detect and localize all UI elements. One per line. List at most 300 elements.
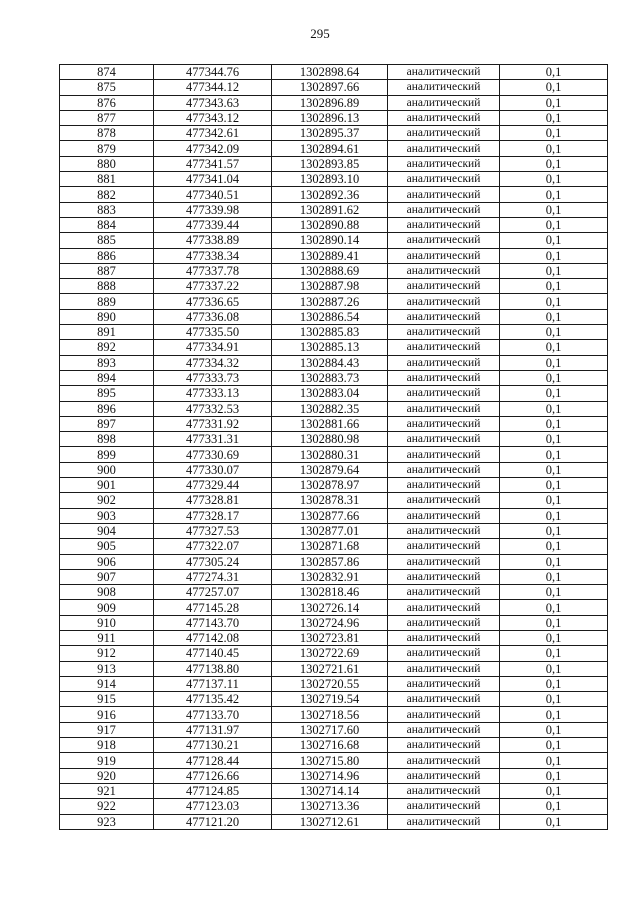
method-cell: аналитический (388, 141, 500, 156)
y-coordinate-cell: 1302888.69 (272, 263, 388, 278)
point-number-cell: 899 (60, 447, 154, 462)
y-coordinate-cell: 1302893.85 (272, 156, 388, 171)
table-row (60, 110, 608, 125)
table-row (60, 814, 608, 829)
method-cell: аналитический (388, 156, 500, 171)
point-number-cell: 895 (60, 386, 154, 401)
point-number-cell: 879 (60, 141, 154, 156)
point-number-cell: 910 (60, 615, 154, 630)
table-row (60, 386, 608, 401)
accuracy-cell: 0,1 (500, 707, 608, 722)
point-number-cell: 889 (60, 294, 154, 309)
x-coordinate-cell: 477343.63 (154, 95, 272, 110)
table-row (60, 309, 608, 324)
accuracy-cell: 0,1 (500, 294, 608, 309)
x-coordinate-cell: 477328.17 (154, 508, 272, 523)
table-row (60, 799, 608, 814)
x-coordinate-cell: 477342.61 (154, 126, 272, 141)
table-row (60, 263, 608, 278)
y-coordinate-cell: 1302885.83 (272, 325, 388, 340)
accuracy-cell: 0,1 (500, 447, 608, 462)
y-coordinate-cell: 1302897.66 (272, 80, 388, 95)
y-coordinate-cell: 1302877.66 (272, 508, 388, 523)
table-row (60, 554, 608, 569)
x-coordinate-cell: 477329.44 (154, 478, 272, 493)
point-number-cell: 876 (60, 95, 154, 110)
x-coordinate-cell: 477126.66 (154, 768, 272, 783)
accuracy-cell: 0,1 (500, 799, 608, 814)
point-number-cell: 922 (60, 799, 154, 814)
point-number-cell: 900 (60, 462, 154, 477)
accuracy-cell: 0,1 (500, 141, 608, 156)
x-coordinate-cell: 477334.91 (154, 340, 272, 355)
accuracy-cell: 0,1 (500, 722, 608, 737)
method-cell: аналитический (388, 325, 500, 340)
page-number: 295 (310, 26, 330, 41)
point-number-cell: 888 (60, 279, 154, 294)
x-coordinate-cell: 477338.89 (154, 233, 272, 248)
table-row (60, 447, 608, 462)
x-coordinate-cell: 477305.24 (154, 554, 272, 569)
accuracy-cell: 0,1 (500, 110, 608, 125)
point-number-cell: 915 (60, 692, 154, 707)
x-coordinate-cell: 477328.81 (154, 493, 272, 508)
accuracy-cell: 0,1 (500, 432, 608, 447)
method-cell: аналитический (388, 80, 500, 95)
x-coordinate-cell: 477335.50 (154, 325, 272, 340)
accuracy-cell: 0,1 (500, 309, 608, 324)
y-coordinate-cell: 1302890.88 (272, 217, 388, 232)
table-row (60, 585, 608, 600)
accuracy-cell: 0,1 (500, 370, 608, 385)
table-row (60, 753, 608, 768)
method-cell: аналитический (388, 707, 500, 722)
y-coordinate-cell: 1302889.41 (272, 248, 388, 263)
point-number-cell: 911 (60, 630, 154, 645)
y-coordinate-cell: 1302717.60 (272, 722, 388, 737)
method-cell: аналитический (388, 233, 500, 248)
point-number-cell: 901 (60, 478, 154, 493)
y-coordinate-cell: 1302882.35 (272, 401, 388, 416)
table-row (60, 416, 608, 431)
point-number-cell: 906 (60, 554, 154, 569)
method-cell: аналитический (388, 386, 500, 401)
table-row (60, 202, 608, 217)
x-coordinate-cell: 477145.28 (154, 600, 272, 615)
method-cell: аналитический (388, 340, 500, 355)
x-coordinate-cell: 477333.13 (154, 386, 272, 401)
method-cell: аналитический (388, 294, 500, 309)
y-coordinate-cell: 1302879.64 (272, 462, 388, 477)
accuracy-cell: 0,1 (500, 539, 608, 554)
table-row (60, 325, 608, 340)
method-cell: аналитический (388, 401, 500, 416)
y-coordinate-cell: 1302891.62 (272, 202, 388, 217)
y-coordinate-cell: 1302883.04 (272, 386, 388, 401)
accuracy-cell: 0,1 (500, 585, 608, 600)
x-coordinate-cell: 477341.57 (154, 156, 272, 171)
accuracy-cell: 0,1 (500, 615, 608, 630)
x-coordinate-cell: 477322.07 (154, 539, 272, 554)
x-coordinate-cell: 477340.51 (154, 187, 272, 202)
y-coordinate-cell: 1302896.89 (272, 95, 388, 110)
accuracy-cell: 0,1 (500, 630, 608, 645)
accuracy-cell: 0,1 (500, 478, 608, 493)
method-cell: аналитический (388, 753, 500, 768)
table-row (60, 661, 608, 676)
accuracy-cell: 0,1 (500, 768, 608, 783)
method-cell: аналитический (388, 248, 500, 263)
accuracy-cell: 0,1 (500, 65, 608, 80)
y-coordinate-cell: 1302712.61 (272, 814, 388, 829)
method-cell: аналитический (388, 600, 500, 615)
point-number-cell: 909 (60, 600, 154, 615)
table-row (60, 768, 608, 783)
method-cell: аналитический (388, 768, 500, 783)
point-number-cell: 886 (60, 248, 154, 263)
method-cell: аналитический (388, 646, 500, 661)
method-cell: аналитический (388, 799, 500, 814)
accuracy-cell: 0,1 (500, 738, 608, 753)
x-coordinate-cell: 477337.78 (154, 263, 272, 278)
accuracy-cell: 0,1 (500, 325, 608, 340)
method-cell: аналитический (388, 630, 500, 645)
table-row (60, 294, 608, 309)
x-coordinate-cell: 477257.07 (154, 585, 272, 600)
method-cell: аналитический (388, 187, 500, 202)
method-cell: аналитический (388, 355, 500, 370)
table-row (60, 172, 608, 187)
y-coordinate-cell: 1302880.98 (272, 432, 388, 447)
table-row (60, 707, 608, 722)
y-coordinate-cell: 1302893.10 (272, 172, 388, 187)
x-coordinate-cell: 477343.12 (154, 110, 272, 125)
point-number-cell: 881 (60, 172, 154, 187)
accuracy-cell: 0,1 (500, 80, 608, 95)
table-row (60, 187, 608, 202)
accuracy-cell: 0,1 (500, 493, 608, 508)
x-coordinate-cell: 477138.80 (154, 661, 272, 676)
accuracy-cell: 0,1 (500, 217, 608, 232)
table-row (60, 600, 608, 615)
y-coordinate-cell: 1302714.14 (272, 783, 388, 798)
point-number-cell: 919 (60, 753, 154, 768)
accuracy-cell: 0,1 (500, 340, 608, 355)
y-coordinate-cell: 1302894.61 (272, 141, 388, 156)
method-cell: аналитический (388, 416, 500, 431)
accuracy-cell: 0,1 (500, 753, 608, 768)
x-coordinate-cell: 477131.97 (154, 722, 272, 737)
y-coordinate-cell: 1302892.36 (272, 187, 388, 202)
table-row (60, 80, 608, 95)
point-number-cell: 894 (60, 370, 154, 385)
y-coordinate-cell: 1302720.55 (272, 676, 388, 691)
accuracy-cell: 0,1 (500, 156, 608, 171)
accuracy-cell: 0,1 (500, 783, 608, 798)
method-cell: аналитический (388, 95, 500, 110)
point-number-cell: 918 (60, 738, 154, 753)
method-cell: аналитический (388, 172, 500, 187)
table-row (60, 355, 608, 370)
point-number-cell: 882 (60, 187, 154, 202)
y-coordinate-cell: 1302832.91 (272, 569, 388, 584)
table-row (60, 523, 608, 538)
point-number-cell: 907 (60, 569, 154, 584)
method-cell: аналитический (388, 447, 500, 462)
accuracy-cell: 0,1 (500, 554, 608, 569)
method-cell: аналитический (388, 783, 500, 798)
method-cell: аналитический (388, 202, 500, 217)
point-number-cell: 902 (60, 493, 154, 508)
x-coordinate-cell: 477137.11 (154, 676, 272, 691)
point-number-cell: 908 (60, 585, 154, 600)
method-cell: аналитический (388, 263, 500, 278)
y-coordinate-cell: 1302857.86 (272, 554, 388, 569)
table-row (60, 615, 608, 630)
point-number-cell: 896 (60, 401, 154, 416)
y-coordinate-cell: 1302886.54 (272, 309, 388, 324)
method-cell: аналитический (388, 217, 500, 232)
point-number-cell: 892 (60, 340, 154, 355)
y-coordinate-cell: 1302887.98 (272, 279, 388, 294)
x-coordinate-cell: 477338.34 (154, 248, 272, 263)
x-coordinate-cell: 477331.92 (154, 416, 272, 431)
method-cell: аналитический (388, 539, 500, 554)
x-coordinate-cell: 477330.69 (154, 447, 272, 462)
point-number-cell: 904 (60, 523, 154, 538)
point-number-cell: 885 (60, 233, 154, 248)
accuracy-cell: 0,1 (500, 355, 608, 370)
y-coordinate-cell: 1302716.68 (272, 738, 388, 753)
accuracy-cell: 0,1 (500, 646, 608, 661)
point-number-cell: 883 (60, 202, 154, 217)
x-coordinate-cell: 477140.45 (154, 646, 272, 661)
y-coordinate-cell: 1302724.96 (272, 615, 388, 630)
method-cell: аналитический (388, 814, 500, 829)
y-coordinate-cell: 1302718.56 (272, 707, 388, 722)
point-number-cell: 914 (60, 676, 154, 691)
accuracy-cell: 0,1 (500, 279, 608, 294)
table-row (60, 493, 608, 508)
accuracy-cell: 0,1 (500, 661, 608, 676)
table-row (60, 401, 608, 416)
accuracy-cell: 0,1 (500, 814, 608, 829)
method-cell: аналитический (388, 462, 500, 477)
accuracy-cell: 0,1 (500, 248, 608, 263)
table-row (60, 462, 608, 477)
table-row (60, 646, 608, 661)
y-coordinate-cell: 1302881.66 (272, 416, 388, 431)
point-number-cell: 921 (60, 783, 154, 798)
point-number-cell: 920 (60, 768, 154, 783)
method-cell: аналитический (388, 554, 500, 569)
point-number-cell: 878 (60, 126, 154, 141)
x-coordinate-cell: 477128.44 (154, 753, 272, 768)
accuracy-cell: 0,1 (500, 416, 608, 431)
method-cell: аналитический (388, 722, 500, 737)
x-coordinate-cell: 477337.22 (154, 279, 272, 294)
y-coordinate-cell: 1302714.96 (272, 768, 388, 783)
y-coordinate-cell: 1302878.31 (272, 493, 388, 508)
y-coordinate-cell: 1302885.13 (272, 340, 388, 355)
y-coordinate-cell: 1302715.80 (272, 753, 388, 768)
method-cell: аналитический (388, 661, 500, 676)
y-coordinate-cell: 1302878.97 (272, 478, 388, 493)
method-cell: аналитический (388, 309, 500, 324)
point-number-cell: 893 (60, 355, 154, 370)
x-coordinate-cell: 477327.53 (154, 523, 272, 538)
table-row (60, 95, 608, 110)
table-row (60, 676, 608, 691)
accuracy-cell: 0,1 (500, 462, 608, 477)
point-number-cell: 917 (60, 722, 154, 737)
accuracy-cell: 0,1 (500, 263, 608, 278)
point-number-cell: 891 (60, 325, 154, 340)
accuracy-cell: 0,1 (500, 692, 608, 707)
point-number-cell: 916 (60, 707, 154, 722)
point-number-cell: 877 (60, 110, 154, 125)
y-coordinate-cell: 1302713.36 (272, 799, 388, 814)
x-coordinate-cell: 477121.20 (154, 814, 272, 829)
x-coordinate-cell: 477123.03 (154, 799, 272, 814)
method-cell: аналитический (388, 676, 500, 691)
method-cell: аналитический (388, 432, 500, 447)
method-cell: аналитический (388, 279, 500, 294)
table-row (60, 217, 608, 232)
x-coordinate-cell: 477336.65 (154, 294, 272, 309)
accuracy-cell: 0,1 (500, 401, 608, 416)
accuracy-cell: 0,1 (500, 676, 608, 691)
x-coordinate-cell: 477143.70 (154, 615, 272, 630)
accuracy-cell: 0,1 (500, 187, 608, 202)
table-row (60, 279, 608, 294)
method-cell: аналитический (388, 585, 500, 600)
x-coordinate-cell: 477330.07 (154, 462, 272, 477)
x-coordinate-cell: 477334.32 (154, 355, 272, 370)
accuracy-cell: 0,1 (500, 202, 608, 217)
table-row (60, 783, 608, 798)
method-cell: аналитический (388, 692, 500, 707)
x-coordinate-cell: 477142.08 (154, 630, 272, 645)
method-cell: аналитический (388, 370, 500, 385)
x-coordinate-cell: 477344.12 (154, 80, 272, 95)
accuracy-cell: 0,1 (500, 523, 608, 538)
table-row (60, 569, 608, 584)
accuracy-cell: 0,1 (500, 126, 608, 141)
point-number-cell: 898 (60, 432, 154, 447)
point-number-cell: 905 (60, 539, 154, 554)
x-coordinate-cell: 477332.53 (154, 401, 272, 416)
table-row (60, 692, 608, 707)
accuracy-cell: 0,1 (500, 233, 608, 248)
point-number-cell: 874 (60, 65, 154, 80)
table-row (60, 233, 608, 248)
table-row (60, 126, 608, 141)
table-row (60, 478, 608, 493)
table-row (60, 432, 608, 447)
method-cell: аналитический (388, 615, 500, 630)
method-cell: аналитический (388, 493, 500, 508)
y-coordinate-cell: 1302887.26 (272, 294, 388, 309)
table-row (60, 340, 608, 355)
table-row (60, 248, 608, 263)
table-row (60, 539, 608, 554)
point-number-cell: 887 (60, 263, 154, 278)
point-number-cell: 923 (60, 814, 154, 829)
method-cell: аналитический (388, 738, 500, 753)
table-row (60, 508, 608, 523)
y-coordinate-cell: 1302722.69 (272, 646, 388, 661)
table-row (60, 141, 608, 156)
y-coordinate-cell: 1302726.14 (272, 600, 388, 615)
y-coordinate-cell: 1302898.64 (272, 65, 388, 80)
x-coordinate-cell: 477333.73 (154, 370, 272, 385)
x-coordinate-cell: 477133.70 (154, 707, 272, 722)
method-cell: аналитический (388, 523, 500, 538)
point-number-cell: 897 (60, 416, 154, 431)
coordinates-table-body (60, 65, 608, 830)
x-coordinate-cell: 477339.98 (154, 202, 272, 217)
accuracy-cell: 0,1 (500, 95, 608, 110)
point-number-cell: 903 (60, 508, 154, 523)
y-coordinate-cell: 1302890.14 (272, 233, 388, 248)
y-coordinate-cell: 1302818.46 (272, 585, 388, 600)
accuracy-cell: 0,1 (500, 172, 608, 187)
table-row (60, 738, 608, 753)
table-row (60, 370, 608, 385)
table-row (60, 156, 608, 171)
y-coordinate-cell: 1302877.01 (272, 523, 388, 538)
point-number-cell: 875 (60, 80, 154, 95)
table-row (60, 630, 608, 645)
y-coordinate-cell: 1302884.43 (272, 355, 388, 370)
y-coordinate-cell: 1302896.13 (272, 110, 388, 125)
y-coordinate-cell: 1302883.73 (272, 370, 388, 385)
y-coordinate-cell: 1302719.54 (272, 692, 388, 707)
table-row (60, 722, 608, 737)
x-coordinate-cell: 477341.04 (154, 172, 272, 187)
x-coordinate-cell: 477336.08 (154, 309, 272, 324)
y-coordinate-cell: 1302880.31 (272, 447, 388, 462)
x-coordinate-cell: 477339.44 (154, 217, 272, 232)
x-coordinate-cell: 477274.31 (154, 569, 272, 584)
accuracy-cell: 0,1 (500, 508, 608, 523)
x-coordinate-cell: 477331.31 (154, 432, 272, 447)
table-row (60, 65, 608, 80)
accuracy-cell: 0,1 (500, 569, 608, 584)
method-cell: аналитический (388, 569, 500, 584)
x-coordinate-cell: 477124.85 (154, 783, 272, 798)
x-coordinate-cell: 477344.76 (154, 65, 272, 80)
x-coordinate-cell: 477130.21 (154, 738, 272, 753)
y-coordinate-cell: 1302723.81 (272, 630, 388, 645)
y-coordinate-cell: 1302895.37 (272, 126, 388, 141)
method-cell: аналитический (388, 508, 500, 523)
point-number-cell: 880 (60, 156, 154, 171)
point-number-cell: 913 (60, 661, 154, 676)
method-cell: аналитический (388, 65, 500, 80)
coordinates-table (59, 64, 608, 830)
method-cell: аналитический (388, 110, 500, 125)
x-coordinate-cell: 477342.09 (154, 141, 272, 156)
accuracy-cell: 0,1 (500, 386, 608, 401)
point-number-cell: 884 (60, 217, 154, 232)
method-cell: аналитический (388, 126, 500, 141)
x-coordinate-cell: 477135.42 (154, 692, 272, 707)
y-coordinate-cell: 1302721.61 (272, 661, 388, 676)
point-number-cell: 912 (60, 646, 154, 661)
method-cell: аналитический (388, 478, 500, 493)
